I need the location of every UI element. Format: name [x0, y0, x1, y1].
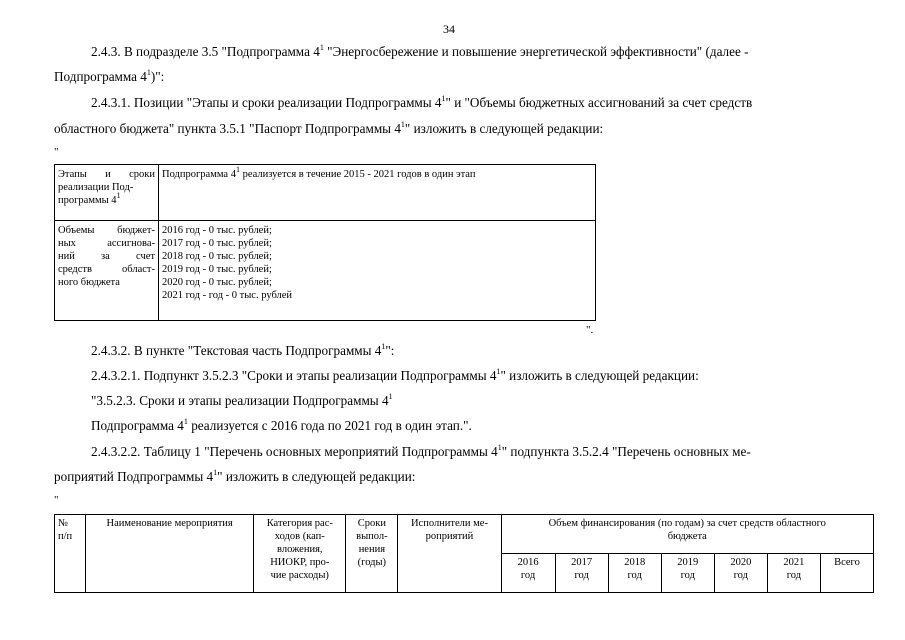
- opening-quote-2: ": [54, 494, 59, 506]
- paragraph-2-4-3-2: 2.4.3.2. В пункте "Текстовая часть Подпрограммы $4^1$":: [91, 341, 395, 358]
- passport-value-stages: Подпрограмма $4^1$ реализуется в течение 2015 - 2021 годов в один этап: [159, 165, 596, 221]
- opening-quote: ": [54, 146, 59, 158]
- header-executors: Исполнители ме- роприятий: [398, 515, 501, 593]
- header-measure-name: Наименование мероприятия: [86, 515, 254, 593]
- header-year-2021: 2021 год: [767, 554, 820, 593]
- paragraph-2-4-3-1-line1: 2.4.3.1. Позиции "Этапы и сроки реализации Подпрограммы $4^1$" и "Объемы бюджетных ассигнований за счет средств: [91, 93, 753, 110]
- header-year-2017: 2017 год: [555, 554, 608, 593]
- header-year-2019: 2019 год: [661, 554, 714, 593]
- header-funding: Объем финансирования (по годам) за счет средств областного бюджета: [501, 515, 873, 554]
- measures-table: [54, 514, 874, 593]
- passport-label-budget: Объемы бюджет- ных ассигнова- ний за счет средств област- ного бюджета: [55, 221, 159, 321]
- passport-label-stages: Этапы и сроки реализации Под- программы $4^1$: [55, 165, 159, 221]
- header-year-2016: 2016 год: [501, 554, 555, 593]
- header-terms: Сроки выпол- нения (годы): [346, 515, 398, 593]
- paragraph-2-4-3-line1: 2.4.3. В подразделе 3.5 "Подпрограмма $4^1$ "Энергосбережение и повышение энергетической эффективности" (далее -: [91, 42, 749, 59]
- table-header-row: [55, 515, 874, 554]
- paragraph-subprogram-period: Подпрограмма $4^1$ реализуется с 2016 года по 2021 год в один этап.".: [91, 416, 472, 433]
- passport-value-budget: 2016 год - 0 тыс. рублей; 2017 год - 0 тыс. рублей; 2018 год - 0 тыс. рублей; 2019 год - 0 тыс. рублей; 2020 год - 0 тыс. рублей; 2021 год - год - 0 тыс. рублей: [159, 221, 596, 321]
- header-year-2020: 2020 год: [714, 554, 767, 593]
- closing-quote: ".: [586, 324, 594, 336]
- paragraph-2-4-3-2-1: 2.4.3.2.1. Подпункт 3.5.2.3 "Сроки и этапы реализации Подпрограммы $4^1$" изложить в следующей редакции:: [91, 366, 699, 383]
- header-number: № п/п: [55, 515, 86, 593]
- paragraph-2-4-3-2-2-line2: роприятий Подпрограммы $4^1$" изложить в следующей редакции:: [54, 467, 416, 484]
- table-row: [55, 221, 596, 321]
- paragraph-2-4-3-1-line2: областного бюджета" пункта 3.5.1 "Паспорт Подпрограммы $4^1$" изложить в следующей редакции:: [54, 119, 604, 136]
- header-expense-category: Категория рас- ходов (кап- вложения, НИОКР, про- чие расходы): [254, 515, 346, 593]
- table-row: [55, 165, 596, 221]
- paragraph-2-4-3-line2: Подпрограмма $4^1$)":: [54, 67, 165, 84]
- passport-table: [54, 164, 596, 321]
- page-number: 34: [443, 22, 455, 36]
- paragraph-2-4-3-2-2-line1: 2.4.3.2.2. Таблицу 1 "Перечень основных мероприятий Подпрограммы $4^1$" подпункта 3.5.2.4 "Перечень основных ме-: [91, 442, 751, 459]
- header-year-2018: 2018 год: [608, 554, 661, 593]
- header-total: Всего: [820, 554, 873, 593]
- subsection-heading-3-5-2-3: "3.5.2.3. Сроки и этапы реализации Подпрограммы $4^1$: [91, 391, 393, 408]
